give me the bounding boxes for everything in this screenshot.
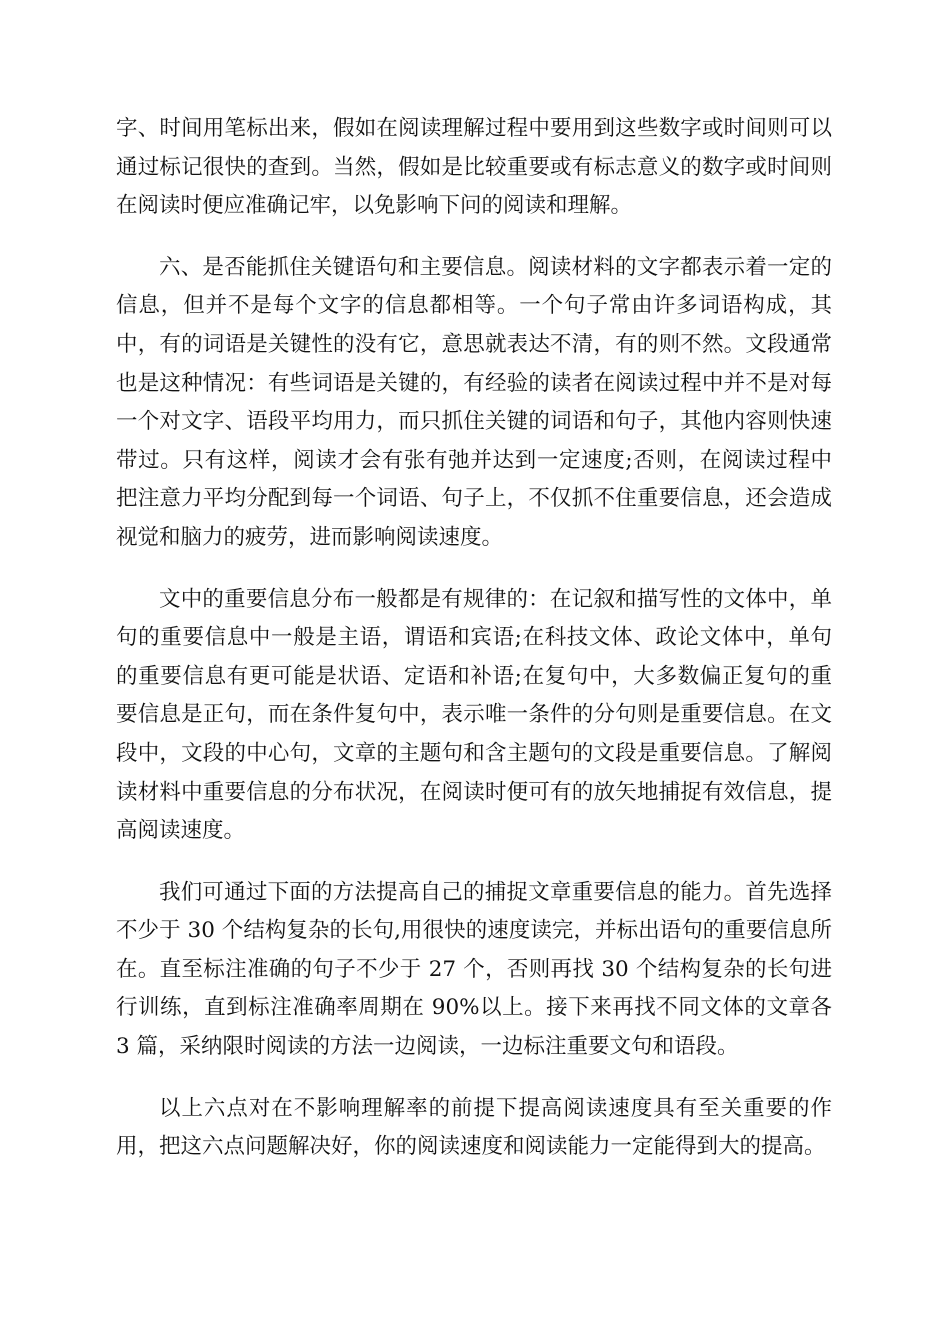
paragraph-key-sentences: 六、是否能抓住关键语句和主要信息。阅读材料的文字都表示着一定的信息，但并不是每个文字的信息都相等。一个句子常由许多词语构成，其中，有的词语是关键性的没有它，意思就表达不清，有的则不然。文段通常也是这种情况：有些词语是关键的，有经验的读者在阅读过程中并不是对每一个对文字、语段平均用力，而只抓住关键的词语和句子，其他内容则快速带过。只有这样，阅读才会有张有弛并达到一定速度;否则，在阅读过程中把注意力平均分配到每一个词语、句子上，不仅抓不住重要信息，还会造成视觉和脑力的疲劳，进而影响阅读速度。 <box>116 254 832 550</box>
paragraph-information-distribution: 文中的重要信息分布一般都是有规律的：在记叙和描写性的文体中，单句的重要信息中一般是主语，谓语和宾语;在科技文体、政论文体中，单句的重要信息有更可能是状语、定语和补语;在复句中，大多数偏正复句的重要信息是正句，而在条件复句中，表示唯一条件的分句则是重要信息。在文段中，文段的中心句，文章的主题句和含主题句的文段是重要信息。了解阅读材料中重要信息的分布状况，在阅读时便可有的放矢地捕捉有效信息，提高阅读速度。 <box>116 586 832 844</box>
paragraph-continuation: 字、时间用笔标出来，假如在阅读理解过程中要用到这些数字或时间则可以通过标记很快的查到。当然，假如是比较重要或有标志意义的数字或时间则在阅读时便应准确记牢，以免影响下问的阅读和理解。 <box>116 116 832 219</box>
paragraph-training-method: 我们可通过下面的方法提高自己的捕捉文章重要信息的能力。首先选择不少于 30 个结构复杂的长句,用很快的速度读完，并标出语句的重要信息所在。直至标注准确的句子不少于 27 个，否则再找 30 个结构复杂的长句进行训练，直到标注准确率周期在 90%以上。接下来再找不同文体的文章各 3 篇，采纳限时阅读的方法一边阅读，一边标注重要文句和语段。 <box>116 879 832 1060</box>
paragraph-conclusion: 以上六点对在不影响理解率的前提下提高阅读速度具有至关重要的作用，把这六点问题解决好，你的阅读速度和阅读能力一定能得到大的提高。 <box>116 1095 832 1160</box>
document-body <box>116 110 832 1190</box>
